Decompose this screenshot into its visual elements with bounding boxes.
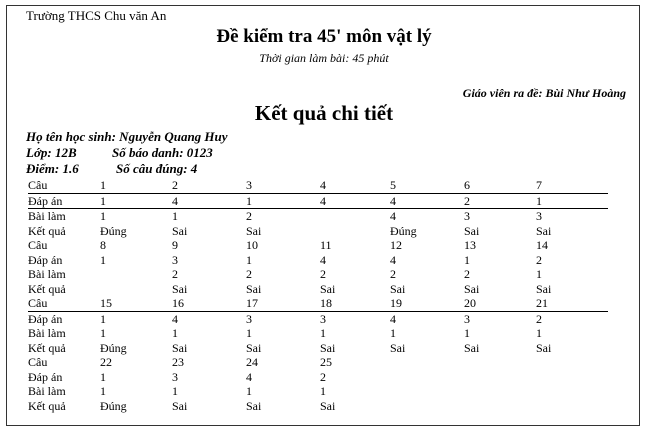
- question-row-cell: 16: [172, 296, 184, 310]
- question-row-cell: 1: [100, 178, 106, 192]
- result-row-cell: Đúng: [390, 223, 417, 238]
- answer-key-row-label: Đáp án: [28, 369, 63, 384]
- result-row-cell: Sai: [390, 281, 406, 296]
- result-row-cell: Sai: [320, 281, 336, 296]
- student-score: Điểm: 1.6: [26, 161, 79, 176]
- result-row-cell: Sai: [246, 223, 262, 238]
- answer-key-row-cell: 4: [172, 311, 178, 326]
- answer-key-row-cell: 3: [320, 311, 326, 326]
- student-answer-row-cell: 2: [320, 267, 326, 281]
- question-row-cell: 12: [390, 238, 402, 252]
- student-answer-row-cell: 1: [246, 384, 252, 398]
- result-row: [28, 399, 608, 414]
- student-answer-row-label: Bài làm: [28, 326, 66, 340]
- student-answer-row-cell: 1: [536, 326, 542, 340]
- student-name: Họ tên học sinh: Nguyễn Quang Huy: [26, 129, 228, 144]
- result-row-cell: Sai: [172, 281, 188, 296]
- student-answer-row-cell: 1: [100, 326, 106, 340]
- student-answer-row-cell: 2: [246, 209, 252, 223]
- question-row-cell: 8: [100, 238, 106, 252]
- question-row: [28, 178, 608, 194]
- result-row-label: Kết quả: [28, 223, 66, 238]
- answer-key-row: [28, 194, 608, 210]
- student-answer-row-cell: 1: [464, 326, 470, 340]
- question-row: [28, 238, 608, 253]
- question-row-cell: 4: [320, 178, 326, 192]
- student-answer-row: [28, 384, 608, 399]
- student-answer-row-cell: 1: [100, 384, 106, 398]
- result-row-cell: Sai: [536, 340, 552, 355]
- answer-key-row-cell: 1: [100, 369, 106, 384]
- question-row-cell: 25: [320, 355, 332, 369]
- question-row-label: Câu: [28, 296, 48, 310]
- student-answer-row-cell: 1: [390, 326, 396, 340]
- student-answer-row: [28, 267, 608, 282]
- school-name: Trường THCS Chu văn An: [26, 8, 167, 23]
- answer-key-row-cell: 4: [246, 369, 252, 384]
- exam-duration: Thời gian làm bài: 45 phút: [259, 51, 389, 65]
- result-row-cell: Sai: [464, 281, 480, 296]
- student-answer-row-cell: 1: [536, 267, 542, 281]
- result-row-cell: Sai: [246, 340, 262, 355]
- question-row-label: Câu: [28, 238, 48, 252]
- student-answer-row-label: Bài làm: [28, 384, 66, 398]
- student-answer-row-cell: 1: [172, 209, 178, 223]
- result-row-cell: Đúng: [100, 223, 127, 238]
- result-row-cell: Sai: [172, 398, 188, 413]
- answer-key-row-cell: 3: [246, 311, 252, 326]
- question-row-cell: 5: [390, 178, 396, 192]
- result-row: [28, 341, 608, 356]
- question-row-label: Câu: [28, 355, 48, 369]
- student-class: Lớp: 12B: [26, 145, 77, 160]
- correct-count: Số câu đúng: 4: [116, 161, 198, 176]
- result-row-cell: Sai: [536, 223, 552, 238]
- answer-key-row: [28, 370, 608, 385]
- student-answer-row-cell: 2: [390, 267, 396, 281]
- answer-key-row-cell: 4: [390, 311, 396, 326]
- answer-key-row-cell: 4: [390, 252, 396, 267]
- question-row-cell: 14: [536, 238, 548, 252]
- result-row-cell: Sai: [246, 398, 262, 413]
- result-row-label: Kết quả: [28, 340, 66, 355]
- result-row: [28, 224, 608, 239]
- answer-key-row-cell: 3: [464, 311, 470, 326]
- result-row-cell: Đúng: [100, 398, 127, 413]
- student-answer-row-cell: 1: [320, 384, 326, 398]
- teacher-name: Giáo viên ra đề: Bùi Như Hoàng: [462, 86, 626, 100]
- answer-key-row: [28, 253, 608, 268]
- student-answer-row-cell: 1: [320, 326, 326, 340]
- question-row-cell: 7: [536, 178, 542, 192]
- question-row-cell: 23: [172, 355, 184, 369]
- answer-key-row-label: Đáp án: [28, 252, 63, 267]
- question-row-cell: 15: [100, 296, 112, 310]
- question-row-cell: 18: [320, 296, 332, 310]
- result-row-cell: Sai: [536, 281, 552, 296]
- question-row-cell: 6: [464, 178, 470, 192]
- result-row-cell: Sai: [320, 398, 336, 413]
- result-row-cell: Sai: [172, 340, 188, 355]
- student-answer-row: [28, 209, 608, 224]
- student-answer-row-label: Bài làm: [28, 209, 66, 223]
- student-answer-row-cell: 3: [464, 209, 470, 223]
- result-row-cell: Sai: [172, 223, 188, 238]
- student-answer-row-cell: 1: [172, 326, 178, 340]
- student-answer-row-cell: 1: [100, 209, 106, 223]
- question-row-cell: 21: [536, 296, 548, 310]
- result-row-cell: Sai: [464, 223, 480, 238]
- result-row-label: Kết quả: [28, 398, 66, 413]
- question-row-cell: 19: [390, 296, 402, 310]
- answer-key-row-cell: 3: [172, 369, 178, 384]
- answer-key-row-cell: 4: [390, 193, 396, 208]
- question-row-cell: 17: [246, 296, 258, 310]
- result-row: [28, 282, 608, 297]
- question-row-cell: 2: [172, 178, 178, 192]
- question-row-cell: 22: [100, 355, 112, 369]
- result-row-cell: Đúng: [100, 340, 127, 355]
- result-row-cell: Sai: [320, 340, 336, 355]
- question-row-cell: 24: [246, 355, 258, 369]
- answer-key-row-cell: 1: [464, 252, 470, 267]
- answer-key-row-label: Đáp án: [28, 193, 63, 208]
- student-answer-row: [28, 326, 608, 341]
- result-title: Kết quả chi tiết: [254, 101, 394, 125]
- result-row-cell: Sai: [390, 340, 406, 355]
- answer-key-row-cell: 1: [100, 252, 106, 267]
- answer-key-row: [28, 312, 608, 327]
- answer-key-row-cell: 2: [320, 369, 326, 384]
- result-grid: [28, 178, 608, 413]
- exam-title: Đề kiểm tra 45' môn vật lý: [216, 26, 432, 47]
- answer-key-row-cell: 2: [464, 193, 470, 208]
- student-answer-row-cell: 3: [536, 209, 542, 223]
- answer-key-row-cell: 1: [100, 311, 106, 326]
- answer-key-row-cell: 3: [172, 252, 178, 267]
- answer-key-row-cell: 4: [320, 193, 326, 208]
- question-row: [28, 296, 608, 312]
- question-row-cell: 11: [320, 238, 332, 252]
- question-row-cell: 3: [246, 178, 252, 192]
- student-id: Số báo danh: 0123: [112, 145, 213, 160]
- student-answer-row-cell: 2: [172, 267, 178, 281]
- answer-key-row-cell: 1: [246, 252, 252, 267]
- student-answer-row-cell: 1: [172, 384, 178, 398]
- answer-key-row-cell: 4: [320, 252, 326, 267]
- student-answer-row-cell: 2: [246, 267, 252, 281]
- student-answer-row-cell: 1: [246, 326, 252, 340]
- answer-key-row-cell: 4: [172, 193, 178, 208]
- result-row-label: Kết quả: [28, 281, 66, 296]
- answer-key-row-label: Đáp án: [28, 311, 63, 326]
- question-row-cell: 13: [464, 238, 476, 252]
- question-row-label: Câu: [28, 178, 48, 192]
- question-row: [28, 355, 608, 370]
- student-answer-row-cell: 2: [464, 267, 470, 281]
- question-row-cell: 9: [172, 238, 178, 252]
- answer-key-row-cell: 2: [536, 311, 542, 326]
- answer-key-row-cell: 1: [246, 193, 252, 208]
- answer-key-row-cell: 1: [100, 193, 106, 208]
- student-answer-row-cell: 4: [390, 209, 396, 223]
- student-answer-row-label: Bài làm: [28, 267, 66, 281]
- answer-key-row-cell: 1: [536, 193, 542, 208]
- result-row-cell: Sai: [246, 281, 262, 296]
- answer-key-row-cell: 2: [536, 252, 542, 267]
- result-row-cell: Sai: [464, 340, 480, 355]
- question-row-cell: 10: [246, 238, 258, 252]
- question-row-cell: 20: [464, 296, 476, 310]
